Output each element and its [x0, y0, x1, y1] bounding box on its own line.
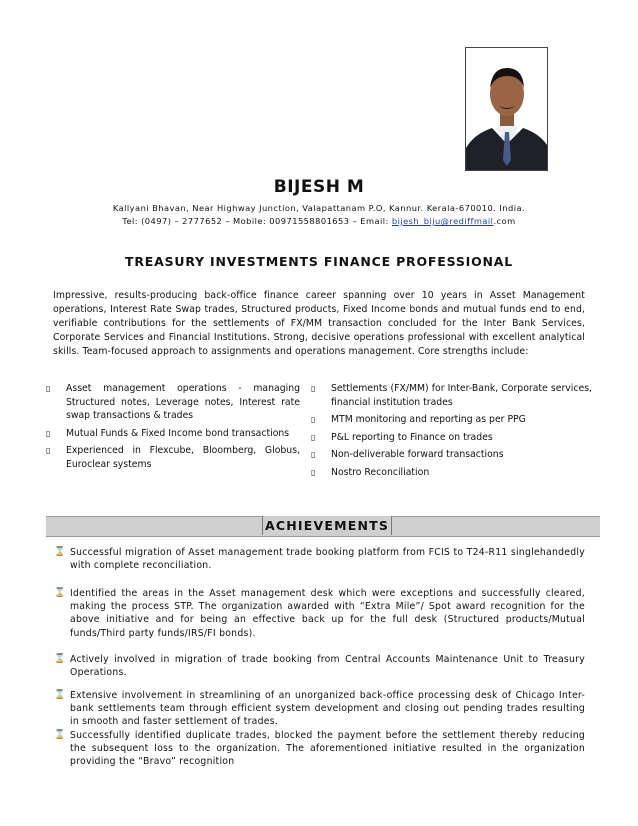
address-line: Kallyani Bhavan, Near Highway Junction, Valapattanam P.O, Kannur. Kerala-670010. India.	[112, 203, 526, 213]
achievement-text: Extensive involvement in streamlining of an unorganized back-office processing desk of Chicago Inter-bank settlements team through efficient system development and closing out pending trades resulting in smooth and faster settlement of trades.	[70, 690, 585, 728]
achievement-item	[50, 653, 585, 679]
profile-summary: Impressive, results-producing back-office finance career spanning over 10 years in Asset Management operations, Interest Rate Swap trades, Structured products, Fixed Income bonds and mutual funds end to end, verifiable contributions for the settlements of FX/MM transaction concluded for the Inter Bank Services, Corporate Services and Financial Institutions. Strong, decisive operations professional with excellent analytical skills. Team-focused approach to assignments and operations management. Core strengths include:	[53, 290, 585, 358]
professional-headline: TREASURY INVESTMENTS FINANCE PROFESSIONAL	[125, 254, 513, 269]
bullet-box-icon: ▯	[46, 384, 51, 393]
strength-text: Nostro Reconciliation	[331, 466, 430, 478]
achievements-title: ACHIEVEMENTS	[262, 516, 392, 535]
achievement-item	[50, 587, 585, 640]
bullet-hourglass-icon: ⌛	[54, 654, 66, 664]
bullet-hourglass-icon: ⌛	[54, 547, 66, 557]
achievement-text: Actively involved in migration of trade booking from Central Accounts Maintenance Unit to Treasury Operations.	[70, 654, 585, 679]
portrait-image	[466, 48, 548, 171]
strength-item	[309, 382, 592, 409]
bullet-hourglass-icon: ⌛	[54, 588, 66, 598]
strengths-right-column	[309, 382, 592, 484]
profile-photo	[465, 47, 548, 171]
achievement-item	[50, 729, 585, 769]
bullet-box-icon: ▯	[311, 432, 316, 442]
strength-text: MTM monitoring and reporting as per PPG	[331, 414, 526, 426]
strength-text: Mutual Funds & Fixed Income bond transactions	[66, 427, 290, 439]
strengths-left-column	[44, 382, 300, 476]
strength-item	[309, 413, 592, 427]
achievement-item	[50, 546, 585, 572]
contact-phone-text: Tel: (0497) – 2777652 – Mobile: 00971558801653 – Email:	[122, 216, 392, 226]
bullet-hourglass-icon: ⌛	[54, 690, 66, 700]
achievement-item	[50, 689, 585, 729]
strength-text: Experienced in Flexcube, Bloomberg, Globus, Euroclear systems	[66, 445, 300, 470]
email-suffix: .com	[493, 216, 516, 226]
strength-text: Asset management operations - managing Structured notes, Leverage notes, Interest rate swap transactions & trades	[66, 383, 300, 422]
bullet-box-icon: ▯	[311, 467, 316, 477]
bullet-hourglass-icon: ⌛	[54, 730, 66, 740]
email-link[interactable]: bijesh_biju@rediffmail	[391, 216, 494, 226]
contact-line	[0, 216, 638, 226]
bullet-box-icon: ▯	[311, 384, 316, 393]
strength-item	[44, 382, 300, 423]
strength-item	[44, 427, 300, 441]
achievement-text: Successfully identified duplicate trades, blocked the payment before the settlement thereby reducing the subsequent loss to the organization. The aforementioned initiative resulted in the organization providing the “Bravo” recognition	[70, 730, 585, 768]
achievement-text: Successful migration of Asset management trade booking platform from FCIS to T24-R11 singlehandedly with complete reconciliation.	[70, 547, 585, 572]
strength-item	[309, 466, 592, 480]
strength-text: P&L reporting to Finance on trades	[331, 431, 493, 443]
bullet-box-icon: ▯	[311, 415, 316, 425]
achievement-text: Identified the areas in the Asset management desk which were exceptions and successfully cleared, making the process STP. The organization awarded with “Extra Mile”/ Spot award recognition for the above initiative and for being an effective back up for the full desk (Structured products/Mutual funds/Third party funds/IRS/FI bonds).	[70, 588, 585, 639]
strength-item	[44, 444, 300, 471]
strength-text: Settlements (FX/MM) for Inter-Bank, Corporate services, financial institution trades	[331, 383, 592, 408]
bullet-box-icon: ▯	[46, 446, 51, 456]
bullet-box-icon: ▯	[46, 428, 51, 438]
strength-item	[309, 431, 592, 445]
strength-text: Non-deliverable forward transactions	[331, 449, 504, 461]
strength-item	[309, 448, 592, 462]
candidate-name: BIJESH M	[273, 177, 365, 197]
bullet-box-icon: ▯	[311, 450, 316, 460]
